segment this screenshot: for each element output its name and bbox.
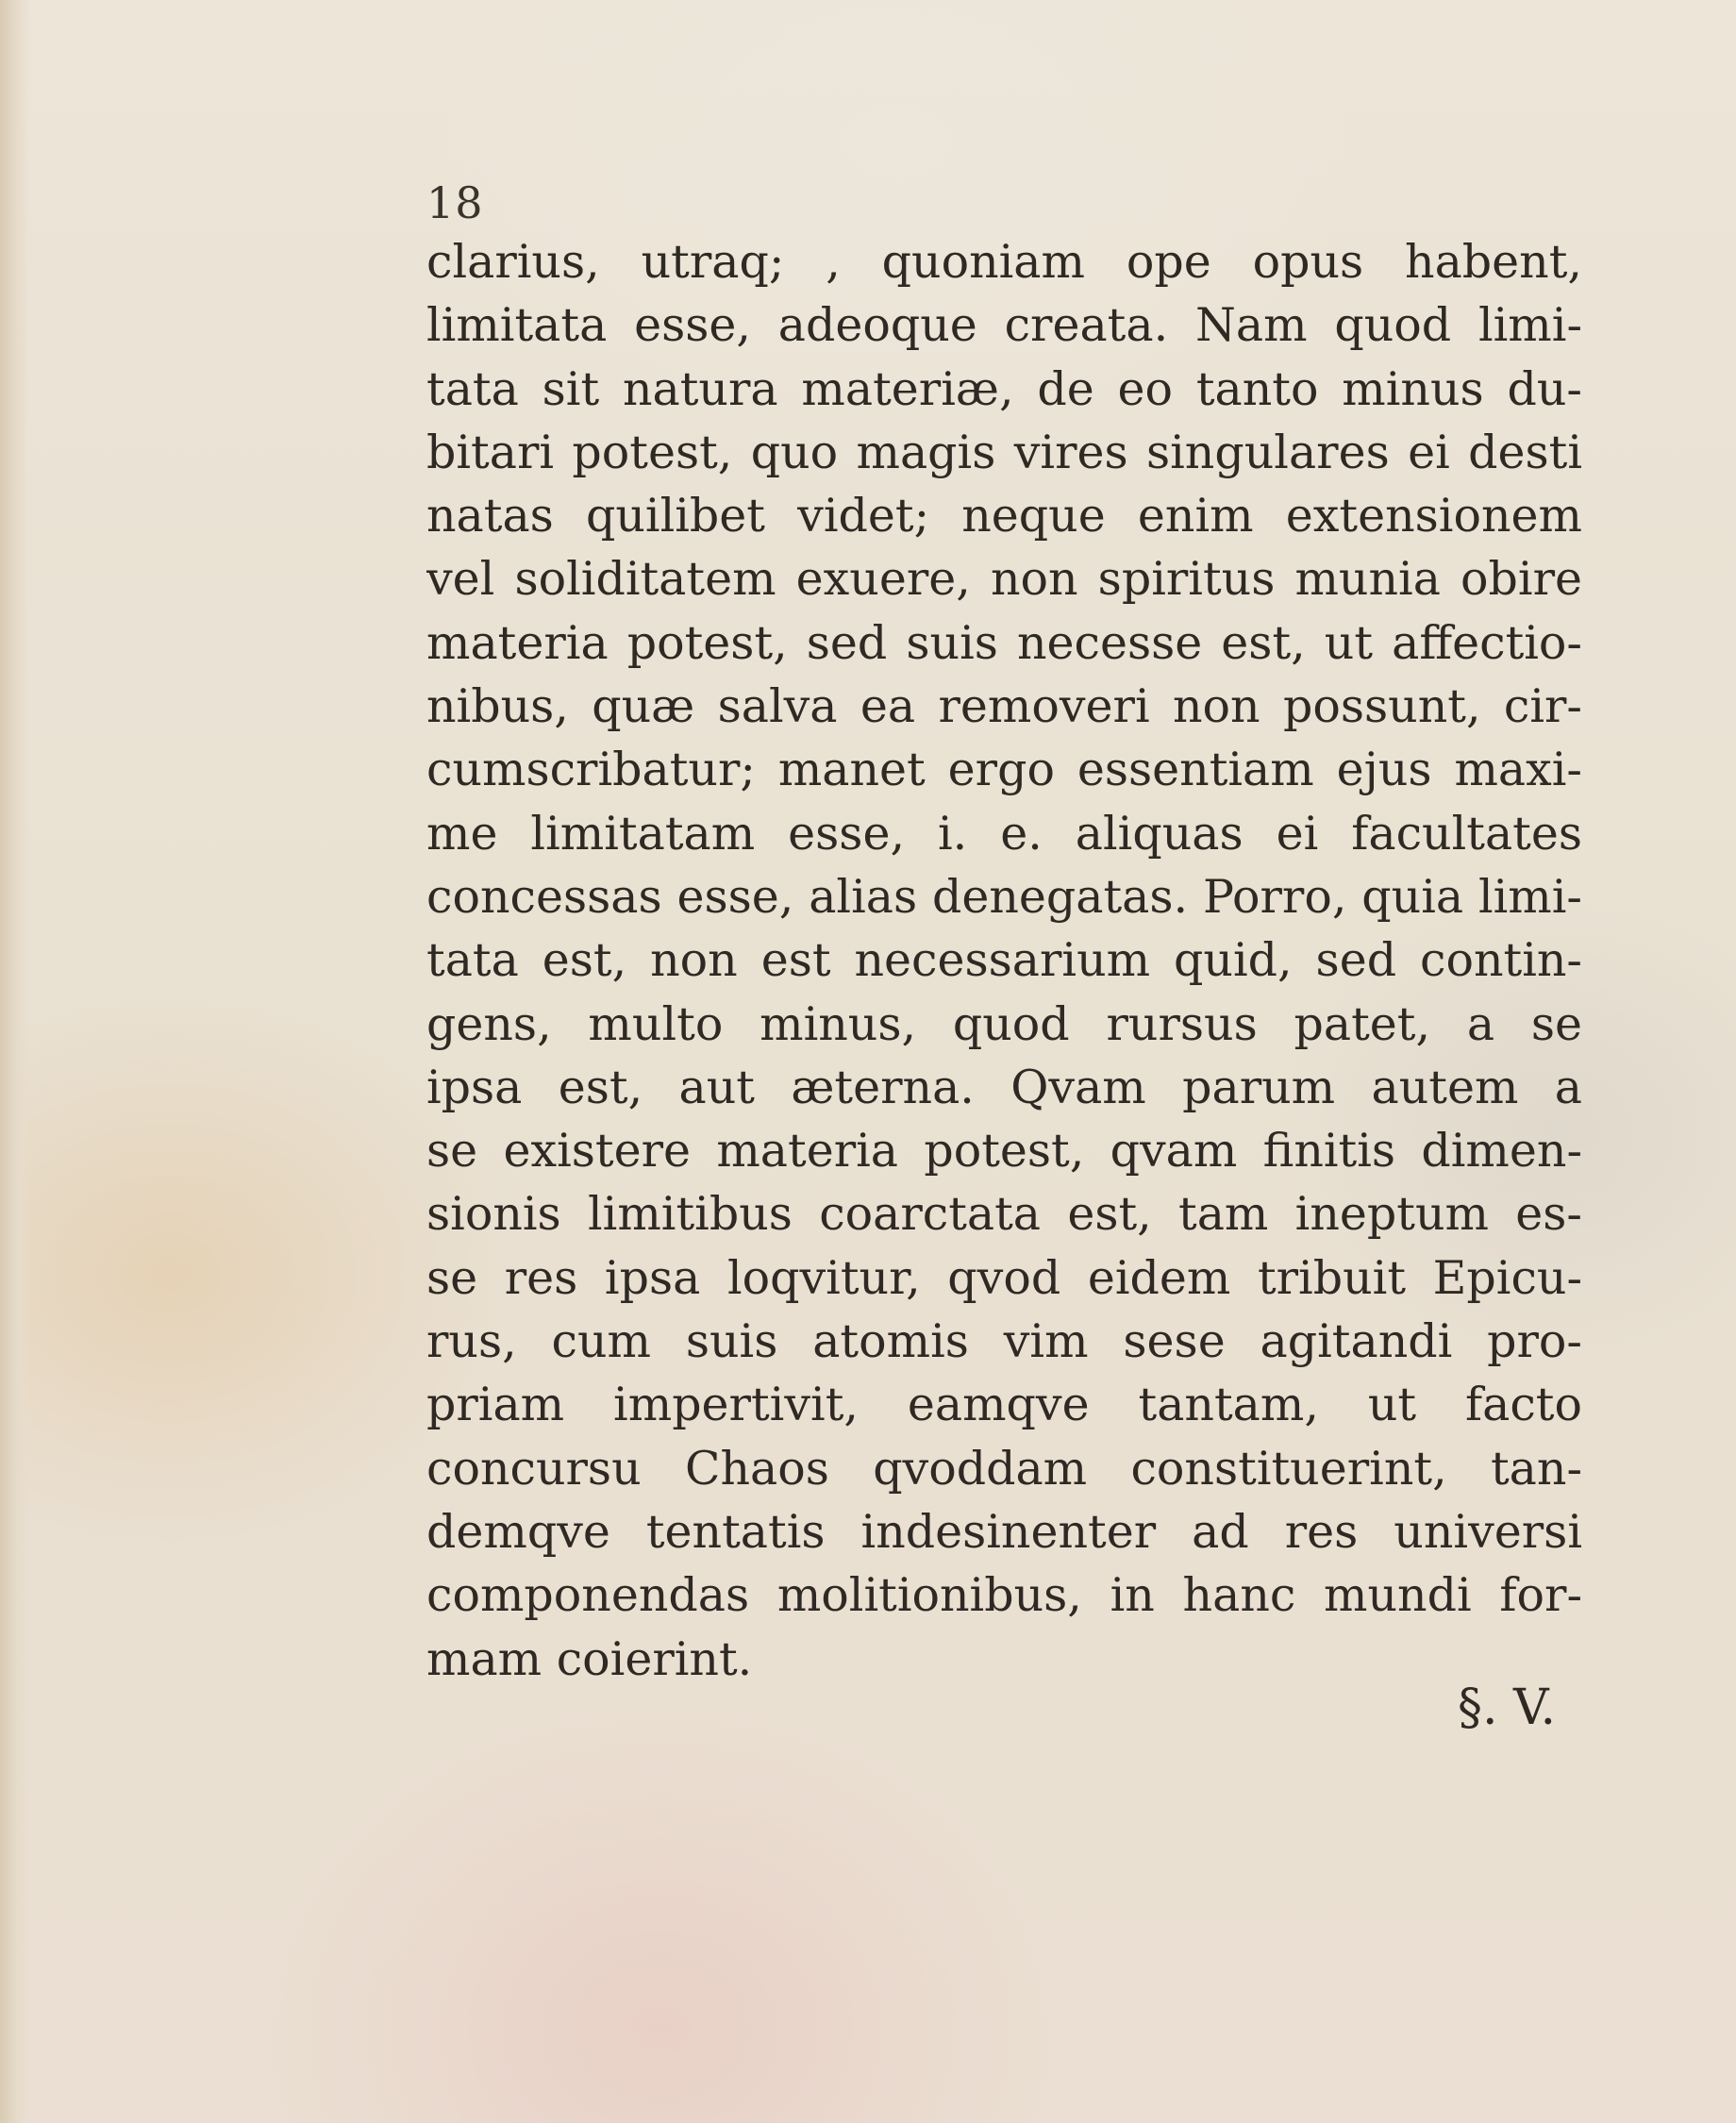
text-line: se res ipsa loqvitur, qvod eidem tribuit Epicu- — [426, 1250, 1582, 1305]
text-line: concursu Chaos qvoddam constituerint, tan- — [426, 1441, 1582, 1496]
page-gutter — [0, 0, 30, 2123]
text-line: sionis limitibus coarctata est, tam ineptum es- — [426, 1187, 1582, 1242]
text-line: ipsa est, aut æterna. Qvam parum autem a — [426, 1060, 1582, 1114]
page-number: 18 — [426, 177, 484, 228]
text-line: se existere materia potest, qvam finitis dimen- — [426, 1124, 1582, 1179]
text-line: rus, cum suis atomis vim sese agitandi pro- — [426, 1314, 1582, 1369]
text-line: priam impertivit, eamqve tantam, ut facto — [426, 1378, 1582, 1432]
text-line: limitata esse, adeoque creata. Nam quod limi- — [426, 298, 1582, 353]
catchword: §. V. — [1458, 1680, 1557, 1736]
text-line: bitari potest, quo magis vires singulares ei desti — [426, 425, 1582, 479]
text-line: nibus, quæ salva ea removeri non possunt, cir- — [426, 679, 1582, 734]
text-line: cumscribatur; manet ergo essentiam ejus maxi- — [426, 743, 1582, 797]
body-text — [426, 230, 1582, 1691]
text-line: materia potest, sed suis necesse est, ut affectio- — [426, 615, 1582, 670]
text-line: me limitatam esse, i. e. aliquas ei facultates — [426, 806, 1582, 861]
text-line: tata est, non est necessarium quid, sed contin- — [426, 933, 1582, 988]
text-line: tata sit natura materiæ, de eo tanto minus du- — [426, 361, 1582, 416]
text-line: concessas esse, alias denegatas. Porro, quia limi- — [426, 869, 1582, 924]
text-line: clarius, utraq; , quoniam ope opus habent, — [426, 235, 1582, 289]
text-line: vel soliditatem exuere, non spiritus munia obire — [426, 552, 1582, 607]
text-line: componendas molitionibus, in hanc mundi for- — [426, 1568, 1582, 1623]
text-line: mam coierint. — [426, 1631, 753, 1686]
text-line: natas quilibet videt; neque enim extensionem — [426, 489, 1582, 543]
text-line: gens, multo minus, quod rursus patet, a se — [426, 996, 1582, 1051]
text-line: demqve tentatis indesinenter ad res universi — [426, 1504, 1582, 1559]
